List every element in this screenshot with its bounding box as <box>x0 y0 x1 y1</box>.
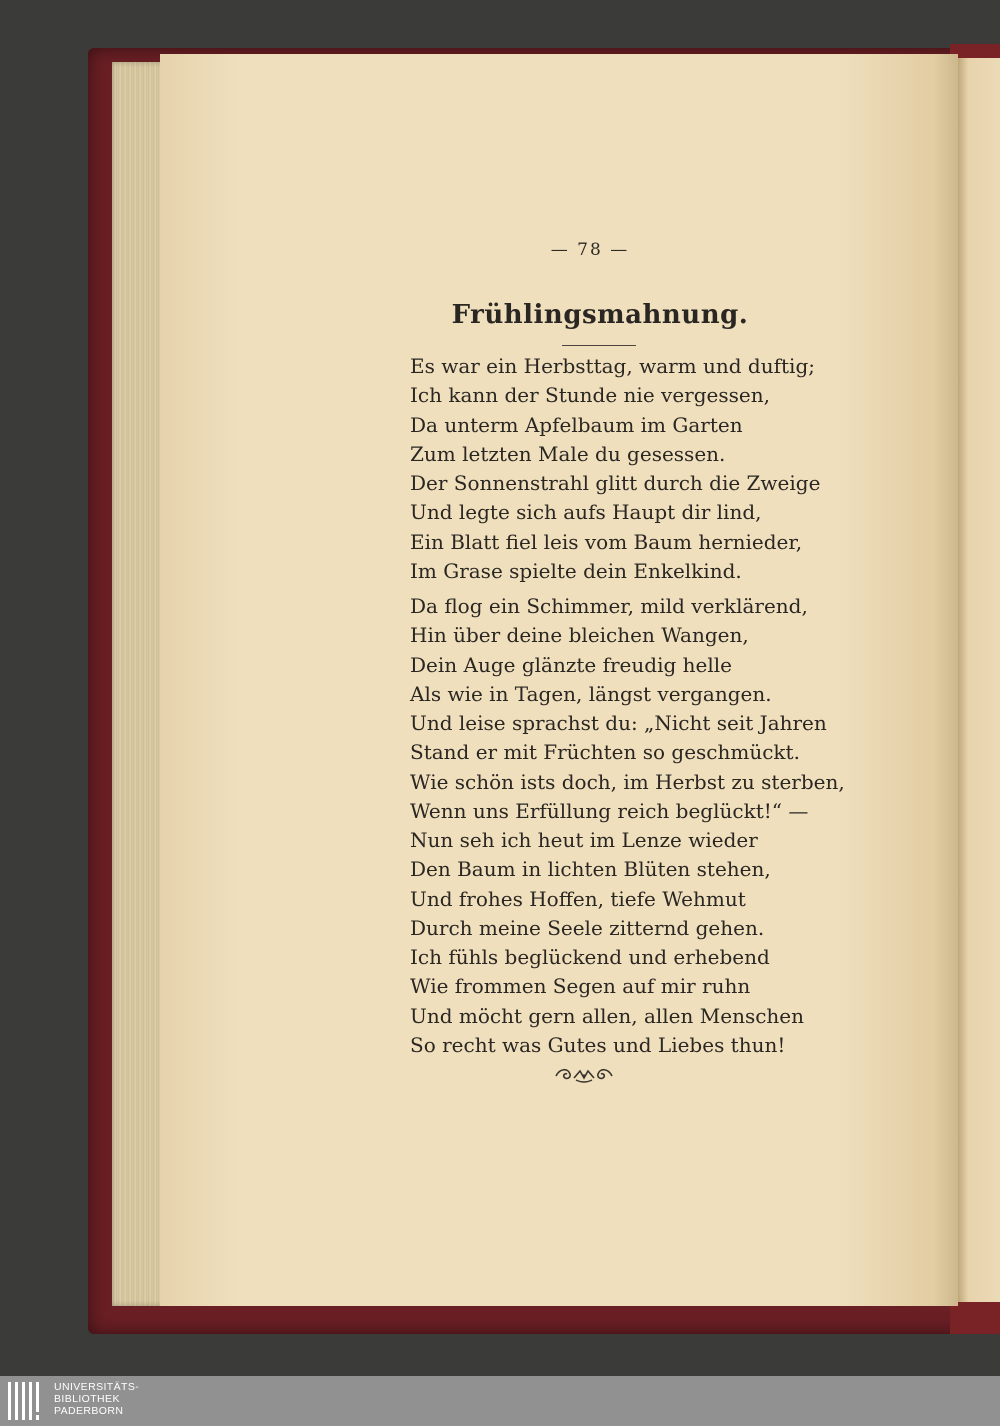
stanza-1 <box>410 352 830 586</box>
facing-page-edge <box>958 58 1000 1302</box>
floral-ornament-icon <box>552 1066 616 1086</box>
library-footer <box>0 1376 1000 1426</box>
poem-line: Als wie in Tagen, längst vergangen. <box>410 681 772 706</box>
poem-line: Stand er mit Früchten so geschmückt. <box>410 740 800 765</box>
poem-line: Ich fühls beglückend und erhebend <box>410 945 770 970</box>
poem-line: Wie schön ists doch, im Herbst zu sterben, <box>410 769 845 794</box>
poem-line: Ich kann der Stunde nie vergessen, <box>410 383 770 408</box>
page-number: — 78 — <box>550 240 630 260</box>
book-page <box>160 54 958 1306</box>
poem-line: Und legte sich aufs Haupt dir lind, <box>410 500 762 525</box>
poem-line: Den Baum in lichten Blüten stehen, <box>410 857 771 882</box>
poem-line: Nun seh ich heut im Lenze wieder <box>410 828 758 852</box>
poem-line: Und frohes Hoffen, tiefe Wehmut <box>410 886 746 911</box>
title-rule <box>562 345 636 346</box>
stanza-2 <box>410 592 845 826</box>
poem-line: Im Grase spielte dein Enkelkind. <box>410 559 742 584</box>
logo-line: UNIVERSITÄTS- <box>54 1381 140 1393</box>
poem-line: Und leise sprachst du: „Nicht seit Jahren <box>410 711 827 736</box>
poem-line: Wenn uns Erfüllung reich beglückt!“ — <box>410 799 809 824</box>
library-barcode-logo-icon <box>8 1380 48 1422</box>
poem-line: Da unterm Apfelbaum im Garten <box>410 412 743 437</box>
poem-line: Und möcht gern allen, allen Menschen <box>410 1003 805 1028</box>
logo-line: PADERBORN <box>54 1405 124 1417</box>
poem-line: Der Sonnenstrahl glitt durch die Zweige <box>410 471 821 496</box>
poem-line: Zum letzten Male du gesessen. <box>410 441 726 466</box>
poem-line: Dein Auge glänzte freudig helle <box>410 652 732 677</box>
poem-line: So recht was Gutes und Liebes thun! <box>410 1033 786 1058</box>
poem-line: Es war ein Herbsttag, warm und duftig; <box>410 354 815 378</box>
library-logo-text <box>54 1381 139 1417</box>
poem-line: Wie frommen Segen auf mir ruhn <box>410 974 751 999</box>
stanza-3 <box>410 826 830 1060</box>
poem-line: Hin über deine bleichen Wangen, <box>410 623 749 648</box>
poem-line: Durch meine Seele zitternd gehen. <box>410 915 765 940</box>
poem-line: Ein Blatt fiel leis vom Baum hernieder, <box>410 529 803 554</box>
poem-line: Da flog ein Schimmer, mild verklärend, <box>410 594 808 618</box>
poem-title: Frühlingsmahnung. <box>451 300 749 330</box>
logo-line: BIBLIOTHEK <box>54 1393 120 1405</box>
